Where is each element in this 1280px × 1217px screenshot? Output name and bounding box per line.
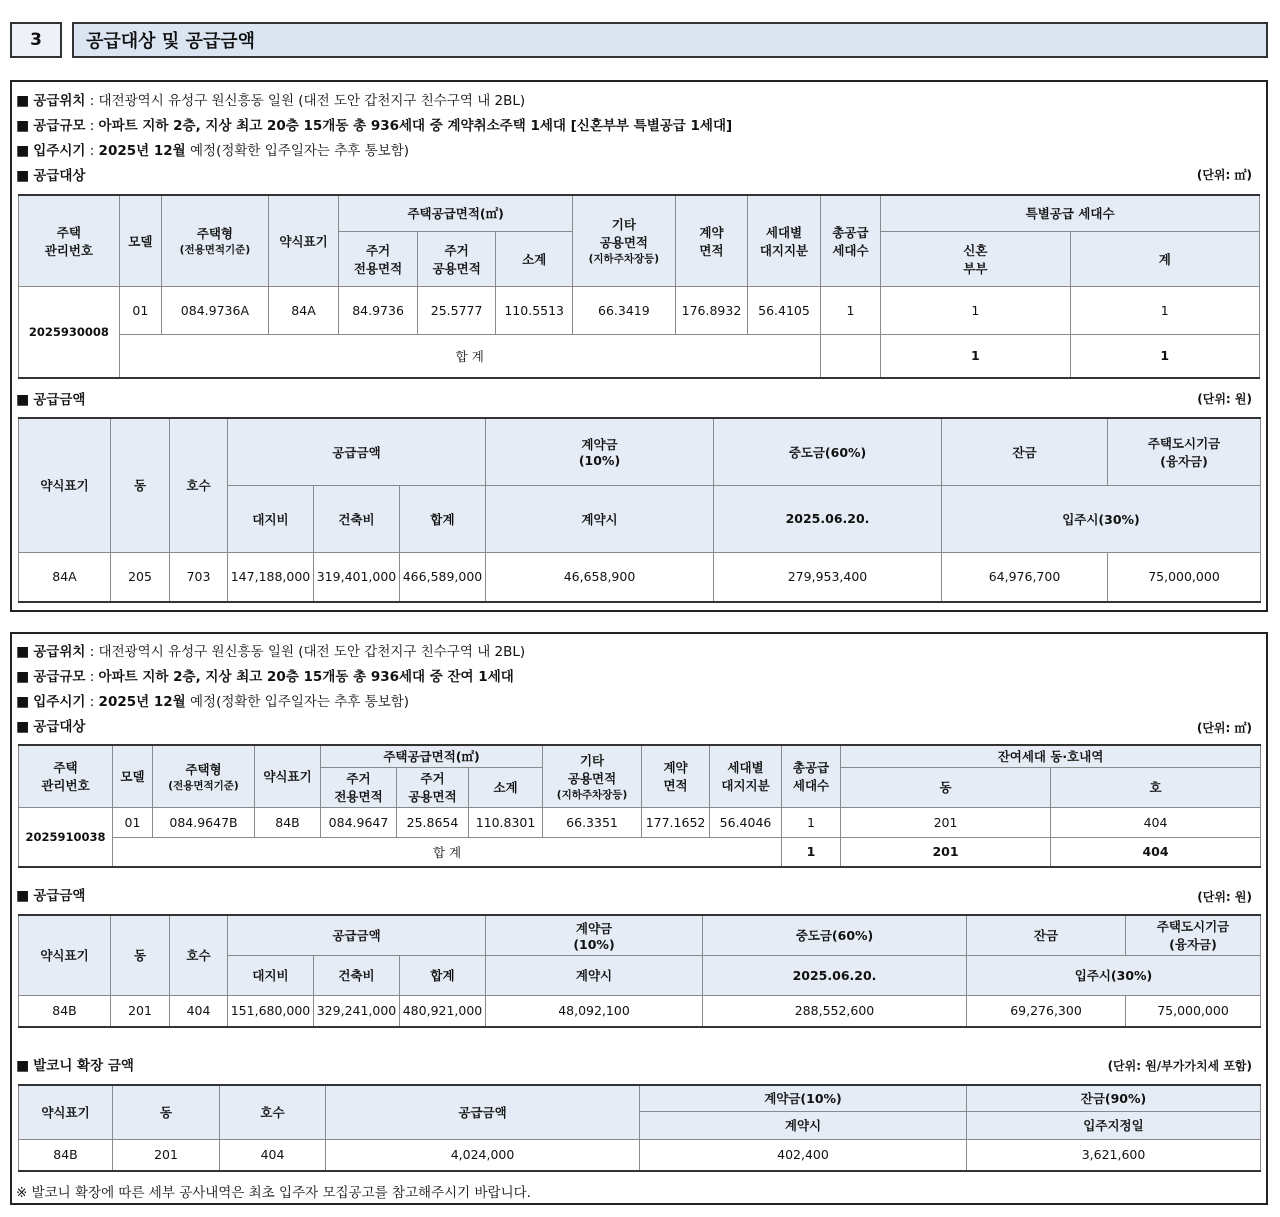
cell-sum: 1: [1070, 286, 1259, 334]
th-contract-area: 계약 면적: [675, 195, 748, 286]
cell-subtotal: 110.8301: [469, 807, 543, 837]
th-abbr: 약식표기: [268, 195, 339, 286]
cell-ho: 703: [170, 552, 228, 602]
cell-supply-price: 4,024,000: [326, 1139, 640, 1171]
th-land-cost: 대지비: [228, 955, 314, 995]
square-bullet-icon: ■: [16, 669, 30, 685]
th-housing-no: 주택 관리번호: [19, 745, 113, 807]
info-scale: ■ 공급규모 : 아파트 지하 2층, 지상 최고 20층 15개동 총 936세대 중 계약취소주택 1세대 [신혼부부 특별공급 1세대]: [16, 118, 733, 134]
cell-total-empty: [820, 334, 880, 378]
th-common-area: 주거 공용면적: [417, 231, 496, 286]
area-table-2: [18, 744, 1261, 868]
th-total-units: 총공급 세대수: [782, 745, 841, 807]
cell-ho: 404: [220, 1139, 326, 1171]
cell-total-price: 480,921,000: [400, 995, 486, 1027]
th-newlywed: 신혼 부부: [881, 231, 1070, 286]
cell-land-cost: 151,680,000: [228, 995, 314, 1027]
table-total-row: [19, 837, 1261, 867]
price-label: ■ 공급금액: [16, 392, 86, 408]
th-housing-no: 주택 관리번호: [19, 195, 120, 286]
th-remaining-units: 잔여세대 동·호내역: [841, 745, 1261, 767]
th-balance: 잔금: [942, 418, 1108, 485]
cell-fund: 75,000,000: [1108, 552, 1261, 602]
cell-mid: 288,552,600: [703, 995, 967, 1027]
unit-balcony: (단위: 원/부가가치세 포함): [1107, 1059, 1252, 1073]
th-other-area: 기타 공용면적 (지하주차장등): [572, 195, 675, 286]
cell-total-sum: 1: [1070, 334, 1259, 378]
cell-abbr: 84A: [268, 286, 339, 334]
th-model: 모델: [119, 195, 161, 286]
th-model: 모델: [113, 745, 153, 807]
square-bullet-icon: ■: [16, 694, 30, 710]
table-total-row: [19, 334, 1260, 378]
cell-common: 25.8654: [397, 807, 469, 837]
info-target-label: ■ 공급대상: [16, 168, 86, 184]
cell-mid: 279,953,400: [714, 552, 942, 602]
section-title: 공급대상 및 공급금액: [72, 22, 1268, 58]
cell-model: 01: [113, 807, 153, 837]
square-bullet-icon: ■: [16, 143, 30, 159]
th-abbr: 약식표기: [255, 745, 321, 807]
cell-land-cost: 147,188,000: [228, 552, 314, 602]
cell-total-units: 1: [782, 837, 841, 867]
square-bullet-icon: ■: [16, 392, 30, 408]
cell-build-cost: 329,241,000: [314, 995, 400, 1027]
cell-total: 1: [820, 286, 880, 334]
th-deposit-when: 계약시: [640, 1111, 967, 1139]
cell-total-dong: 201: [841, 837, 1051, 867]
info-location: ■ 공급위치 : 대전광역시 유성구 원신흥동 일원 (대전 도안 갑천지구 친수구역 내 2BL): [16, 644, 526, 660]
th-special-units: 특별공급 세대수: [881, 195, 1260, 231]
cell-contract: 177.1652: [642, 807, 710, 837]
th-total-price: 합계: [400, 485, 486, 552]
info-target-label: ■ 공급대상: [16, 719, 86, 735]
th-abbr: 약식표기: [19, 418, 111, 552]
th-supply-area: 주택공급면적(㎡): [339, 195, 573, 231]
contract-cancel-unit-box: [10, 80, 1268, 612]
cell-abbr: 84A: [19, 552, 111, 602]
th-mid-payment: 중도금(60%): [714, 418, 942, 485]
th-common-area: 주거 공용면적: [397, 767, 469, 807]
th-mid-date: 2025.06.20.: [714, 485, 942, 552]
th-dong: 동: [113, 1085, 220, 1139]
price-table-2: [18, 914, 1261, 1028]
cell-housing-no: 2025910038: [19, 807, 113, 867]
th-supply-price: 공급금액: [326, 1085, 640, 1139]
th-balance-when: 입주지정일: [967, 1111, 1261, 1139]
unit-won: (단위: 원): [1197, 392, 1252, 406]
table-row: [19, 286, 1260, 334]
price-table-1: [18, 417, 1261, 603]
square-bullet-icon: ■: [16, 888, 30, 904]
cell-type: 084.9647B: [153, 807, 255, 837]
unit-area: (단위: ㎡): [1196, 168, 1252, 182]
info-scale: ■ 공급규모 : 아파트 지하 2층, 지상 최고 20층 15개동 총 936세대 중 잔여 1세대: [16, 669, 514, 685]
th-build-cost: 건축비: [314, 485, 400, 552]
th-ho: 호수: [220, 1085, 326, 1139]
square-bullet-icon: ■: [16, 1058, 30, 1074]
th-housing-fund: 주택도시기금 (융자금): [1126, 915, 1261, 955]
th-type: 주택형 (전용면적기준): [153, 745, 255, 807]
th-ho: 호: [1051, 767, 1261, 807]
cell-ho: 404: [170, 995, 228, 1027]
square-bullet-icon: ■: [16, 719, 30, 735]
th-balance-when: 입주시(30%): [942, 485, 1261, 552]
unit-won: (단위: 원): [1197, 890, 1252, 904]
th-abbr: 약식표기: [19, 915, 111, 995]
cell-ho: 404: [1051, 807, 1261, 837]
cell-common: 25.5777: [417, 286, 496, 334]
cell-dong: 201: [841, 807, 1051, 837]
th-supply-price: 공급금액: [228, 418, 486, 485]
info-location: ■ 공급위치 : 대전광역시 유성구 원신흥동 일원 (대전 도안 갑천지구 친수구역 내 2BL): [16, 93, 526, 109]
balcony-note: ※ 발코니 확장에 따른 세부 공사내역은 최초 입주자 모집공고를 참고해주시기 바랍니다.: [16, 1185, 531, 1201]
cell-abbr: 84B: [255, 807, 321, 837]
th-housing-fund: 주택도시기금 (융자금): [1108, 418, 1261, 485]
th-balance-when: 입주시(30%): [967, 955, 1261, 995]
cell-private: 084.9647: [321, 807, 397, 837]
th-balance: 잔금: [967, 915, 1126, 955]
th-type: 주택형 (전용면적기준): [162, 195, 269, 286]
table-row: [19, 807, 1261, 837]
info-move-in: ■ 입주시기 : 2025년 12월 예정(정확한 입주일자는 추후 통보함): [16, 694, 410, 710]
th-deposit: 계약금 (10%): [486, 418, 714, 485]
table-row: [19, 1139, 1261, 1171]
th-private-area: 주거 전용면적: [339, 231, 418, 286]
balcony-table: [18, 1084, 1261, 1172]
info-move-in: ■ 입주시기 : 2025년 12월 예정(정확한 입주일자는 추후 통보함): [16, 143, 410, 159]
cell-balance: 69,276,300: [967, 995, 1126, 1027]
cell-total-label: 합 계: [113, 837, 782, 867]
cell-total-label: 합 계: [119, 334, 820, 378]
table-row: [19, 552, 1261, 602]
cell-dong: 201: [113, 1139, 220, 1171]
th-abbr: 약식표기: [19, 1085, 113, 1139]
cell-private: 84.9736: [339, 286, 418, 334]
th-build-cost: 건축비: [314, 955, 400, 995]
cell-dong: 205: [111, 552, 170, 602]
th-land-cost: 대지비: [228, 485, 314, 552]
th-deposit-when: 계약시: [486, 485, 714, 552]
cell-total: 1: [782, 807, 841, 837]
cell-other: 66.3419: [572, 286, 675, 334]
cell-land: 56.4105: [748, 286, 821, 334]
th-land-share: 세대별 대지지분: [748, 195, 821, 286]
square-bullet-icon: ■: [16, 644, 30, 660]
th-sum: 계: [1070, 231, 1259, 286]
th-dong: 동: [111, 915, 170, 995]
th-private-area: 주거 전용면적: [321, 767, 397, 807]
th-ho: 호수: [170, 915, 228, 995]
cell-abbr: 84B: [19, 1139, 113, 1171]
cell-type: 084.9736A: [162, 286, 269, 334]
square-bullet-icon: ■: [16, 168, 30, 184]
area-table-1: [18, 194, 1260, 379]
remaining-unit-box: [10, 632, 1268, 1205]
th-ho: 호수: [170, 418, 228, 552]
th-dong: 동: [111, 418, 170, 552]
cell-contract: 176.8932: [675, 286, 748, 334]
cell-balance: 3,621,600: [967, 1139, 1261, 1171]
cell-deposit: 402,400: [640, 1139, 967, 1171]
cell-fund: 75,000,000: [1126, 995, 1261, 1027]
th-supply-area: 주택공급면적(㎡): [321, 745, 543, 767]
cell-balance: 64,976,700: [942, 552, 1108, 602]
cell-abbr: 84B: [19, 995, 111, 1027]
unit-area: (단위: ㎡): [1196, 721, 1252, 735]
th-deposit: 계약금 (10%): [486, 915, 703, 955]
cell-newlywed: 1: [881, 286, 1070, 334]
th-mid-payment: 중도금(60%): [703, 915, 967, 955]
th-supply-price: 공급금액: [228, 915, 486, 955]
cell-deposit: 48,092,100: [486, 995, 703, 1027]
th-subtotal: 소계: [496, 231, 573, 286]
th-deposit-when: 계약시: [486, 955, 703, 995]
th-dong: 동: [841, 767, 1051, 807]
price-label: ■ 공급금액: [16, 888, 86, 904]
th-other-area: 기타 공용면적 (지하주차장등): [543, 745, 642, 807]
th-total-units: 총공급 세대수: [820, 195, 880, 286]
th-subtotal: 소계: [469, 767, 543, 807]
cell-subtotal: 110.5513: [496, 286, 573, 334]
cell-total-price: 466,589,000: [400, 552, 486, 602]
cell-total-newlywed: 1: [881, 334, 1070, 378]
square-bullet-icon: ■: [16, 118, 30, 134]
cell-total-ho: 404: [1051, 837, 1261, 867]
section-header: [10, 22, 1268, 58]
cell-dong: 201: [111, 995, 170, 1027]
th-mid-date: 2025.06.20.: [703, 955, 967, 995]
cell-land: 56.4046: [710, 807, 782, 837]
th-total-price: 합계: [400, 955, 486, 995]
th-balance: 잔금(90%): [967, 1085, 1261, 1111]
cell-housing-no: 2025930008: [19, 286, 120, 378]
th-deposit: 계약금(10%): [640, 1085, 967, 1111]
section-number: 3: [10, 22, 62, 58]
table-row: [19, 995, 1261, 1027]
cell-build-cost: 319,401,000: [314, 552, 400, 602]
th-land-share: 세대별 대지지분: [710, 745, 782, 807]
cell-other: 66.3351: [543, 807, 642, 837]
cell-model: 01: [119, 286, 161, 334]
th-contract-area: 계약 면적: [642, 745, 710, 807]
square-bullet-icon: ■: [16, 93, 30, 109]
cell-deposit: 46,658,900: [486, 552, 714, 602]
balcony-label: ■ 발코니 확장 금액: [16, 1058, 134, 1074]
